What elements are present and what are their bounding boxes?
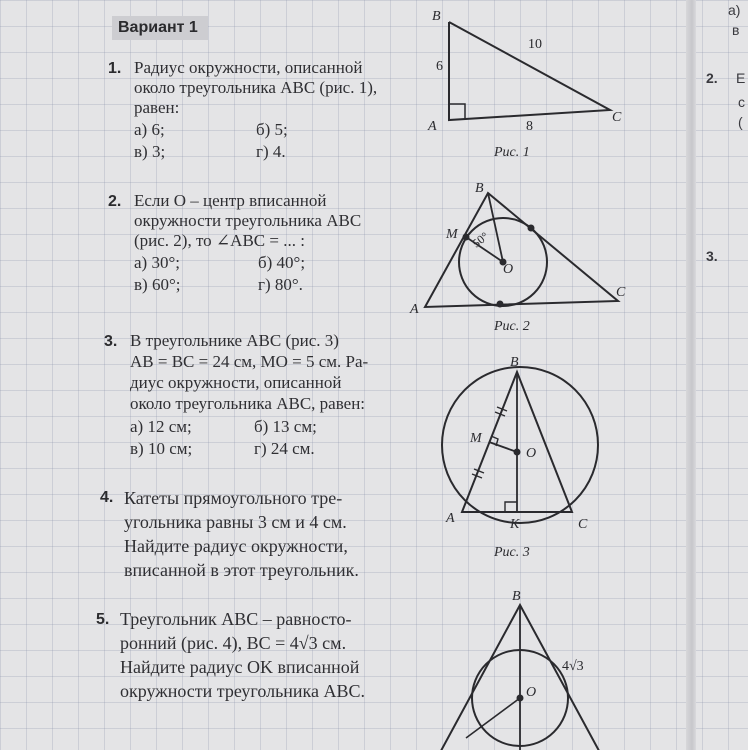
right-fragment: а) (728, 2, 741, 18)
figure-3 (442, 367, 598, 523)
label-o: O (526, 446, 537, 461)
figure-1-labels (427, 9, 622, 160)
problem-number: 1. (108, 60, 122, 77)
label-k: K (510, 517, 520, 532)
answer-option: б) 13 см; (254, 417, 317, 436)
text-line: Треугольник ABC – равносто- (120, 609, 352, 629)
right-item: 2. (706, 70, 718, 86)
caption-fig3: Рис. 3 (494, 545, 530, 560)
label-o: O (503, 262, 514, 277)
problem-number: 2. (108, 193, 122, 210)
text-line: вписанной в этот треугольник. (124, 560, 359, 580)
answer-option: г) 24 см. (254, 439, 315, 458)
text-line: Найдите радиус OK вписанной (120, 657, 360, 677)
variant-header: Вариант 1 (112, 16, 208, 40)
figure-2-labels (409, 181, 626, 334)
label-c: C (578, 517, 588, 532)
text-line: В треугольнике ABC (рис. 3) (130, 331, 339, 350)
answer-option: а) 12 см; (130, 417, 192, 436)
answer-option: а) 6; (134, 120, 165, 139)
label-c: C (616, 285, 626, 300)
answer-option: в) 60°; (134, 275, 181, 294)
right-item: 3. (706, 248, 718, 264)
text-line: ронний (рис. 4), BC = 4√3 см. (120, 633, 347, 653)
text-line: равен: (134, 98, 180, 117)
text-line: (рис. 2), то ∠ABC = ... : (134, 231, 305, 250)
label-b: B (475, 181, 484, 196)
label-a: A (446, 511, 455, 526)
tangent-point (529, 226, 534, 231)
label-a: A (428, 119, 437, 134)
text-line: окружности треугольника ABC (134, 211, 362, 230)
answer-option: б) 5; (256, 120, 288, 139)
label-m: M (470, 431, 482, 446)
point-o (515, 450, 520, 455)
right-fragment: Е (736, 70, 746, 86)
problem-number: 4. (100, 489, 114, 506)
text-line: диус окружности, описанной (130, 373, 342, 392)
text-line: окружности треугольника ABC. (120, 681, 366, 701)
text-line: около треугольника ABC, равен: (130, 394, 366, 413)
caption-fig1: Рис. 1 (494, 145, 530, 160)
right-fragment: ( (738, 114, 743, 130)
label-bc: 10 (528, 37, 542, 52)
segment-to-o (466, 698, 520, 738)
label-b: B (432, 9, 441, 24)
answer-option: б) 40°; (258, 253, 306, 272)
label-m: M (446, 227, 458, 242)
label-ab: 6 (436, 59, 443, 74)
label-o: O (526, 685, 537, 700)
circumcircle (442, 367, 598, 523)
right-fragment: с (738, 94, 745, 110)
tangent-point (498, 302, 503, 307)
answer-option: а) 30°; (134, 253, 180, 272)
figure-2 (425, 193, 618, 307)
point-o (518, 696, 523, 701)
label-ac: 8 (526, 119, 533, 134)
answer-option: г) 80°. (258, 275, 303, 294)
figure-4-labels (512, 589, 584, 700)
segment-mo (489, 442, 517, 452)
label-a: A (410, 302, 419, 317)
answer-option: в) 3; (134, 142, 166, 161)
triangle-abc (425, 193, 618, 307)
text-line: Катеты прямоугольного тре- (124, 488, 343, 508)
caption-fig2: Рис. 2 (494, 319, 530, 334)
text-line: Радиус окружности, описанной (134, 58, 363, 77)
right-fragment: в (732, 22, 740, 38)
text-line: AB = BC = 24 см, MO = 5 см. Ра- (130, 352, 369, 371)
text-line: Если O – центр вписанной (134, 191, 327, 210)
answer-option: г) 4. (256, 142, 286, 161)
right-angle-mark (449, 104, 465, 120)
problem-number: 3. (104, 333, 118, 350)
point-m (464, 235, 469, 240)
problem-number: 5. (96, 611, 110, 628)
label-b: B (510, 355, 519, 370)
label-c: C (612, 110, 622, 125)
text-line: Найдите радиус окружности, (124, 536, 348, 556)
label-side: 4√3 (562, 659, 584, 674)
right-angle-mark (505, 502, 517, 512)
text-line: угольника равны 3 см и 4 см. (124, 512, 347, 532)
text-line: около треугольника ABC (рис. 1), (134, 78, 378, 97)
label-angle: 50° (469, 229, 492, 251)
answer-option: в) 10 см; (130, 439, 193, 458)
figure-4 (436, 605, 604, 750)
label-b: B (512, 589, 521, 604)
